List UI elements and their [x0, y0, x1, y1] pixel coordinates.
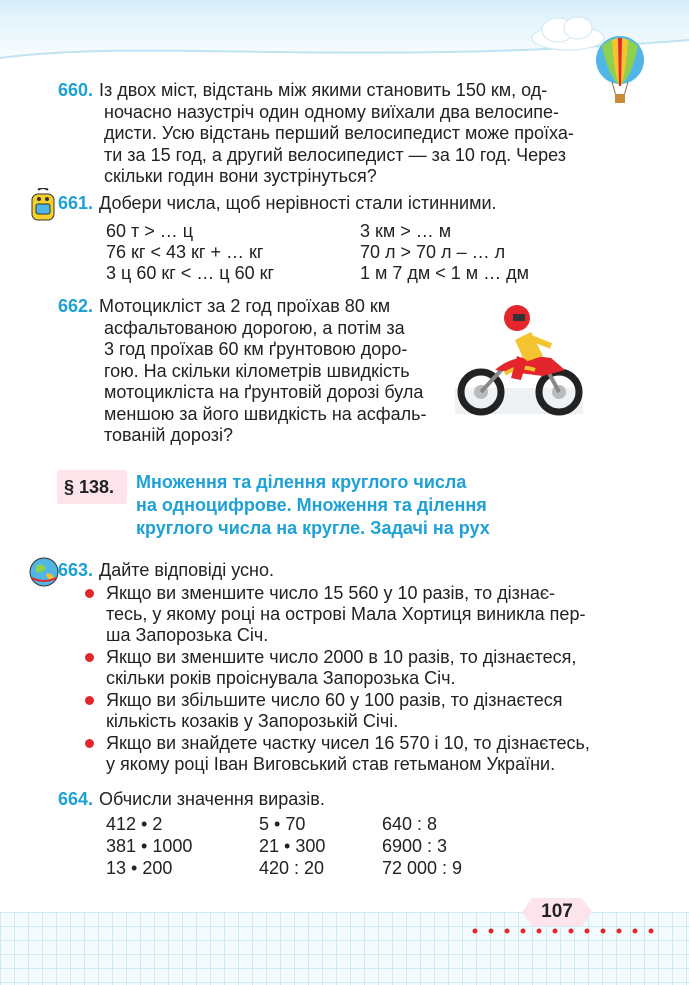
task-text-line: Мотоцикліст за 2 год проїхав 80 км — [99, 296, 391, 316]
bullet-text-line: Якщо ви зменшите число 15 560 у 10 разів, то дізнає- — [106, 583, 556, 603]
task-number: 664. — [58, 789, 94, 809]
task-661 — [58, 193, 497, 215]
inequality: 1 м 7 дм < 1 м … дм — [360, 263, 530, 283]
inequality: 3 ц 60 кг < … ц 60 кг — [106, 263, 275, 283]
expression: 72 000 : 9 — [382, 858, 463, 878]
bullet-text-line: Якщо ви збільшите число 60 у 100 разів, то дізнаєтеся — [106, 690, 563, 710]
section-title-line: на одноцифрове. Множення та ділення — [136, 495, 487, 515]
section-title-line: круглого числа на кругле. Задачі на рух — [136, 518, 490, 538]
section-label: § 138. — [64, 477, 115, 497]
bullet-text-line: Якщо ви знайдете частку чисел 16 570 і 10, то дізнаєтесь, — [106, 733, 590, 753]
task-text-line: ночасно назустріч один одному виїхали два велосипе- — [104, 101, 560, 122]
task-text-line: 3 год проїхав 60 км ґрунтовою доро- — [104, 339, 408, 359]
section-title — [136, 471, 556, 540]
bullet-icon — [85, 589, 94, 598]
task-number: 660. — [58, 80, 94, 100]
task-662 — [58, 296, 440, 447]
motorcyclist-illustration — [455, 300, 585, 418]
bullet-text-line: Якщо ви зменшите число 2000 в 10 разів, то дізнаєтеся, — [106, 647, 577, 667]
task-text-line: тованій дорозі? — [104, 425, 234, 445]
task-text-line: гою. На скільки кілометрів швидкість — [104, 360, 410, 381]
expression: 420 : 20 — [259, 858, 325, 878]
task-660 — [58, 80, 588, 188]
bullet-text-line: тесь, у якому році на острові Мала Хортиця виникла пер- — [106, 604, 586, 624]
inequality: 60 т > … ц — [106, 221, 194, 241]
task-number: 663. — [58, 560, 94, 580]
task-prompt: Добери числа, щоб нерівності стали істинними. — [99, 193, 497, 213]
task-664 — [58, 789, 325, 811]
inequality: 70 л > 70 л – … л — [360, 242, 506, 262]
expression: 640 : 8 — [382, 814, 438, 834]
section-title-line: Множення та ділення круглого числа — [136, 472, 467, 492]
task-664-expressions — [106, 813, 566, 879]
bullet-icon — [85, 696, 94, 705]
bullet-text-line: у якому році Іван Виговський став гетьманом України. — [106, 754, 556, 774]
bullet-text-line: кількість козаків у Запорозькій Січі. — [106, 711, 399, 731]
bullet-text-line: ша Запорозька Січ. — [106, 625, 269, 645]
decorative-dots — [470, 926, 670, 936]
task-text-line: мотоцикліста на ґрунтовій дорозі була — [104, 382, 424, 402]
inequality: 76 кг < 43 кг + … кг — [106, 242, 264, 262]
task-text-line: скільки годин вони зустрінуться? — [104, 166, 377, 186]
task-text-line: ти за 15 год, а другий велосипедист — за 10 год. Через — [104, 144, 567, 165]
globe-icon — [28, 556, 60, 588]
task-text-line: меншою за його швидкість на асфаль- — [104, 403, 427, 424]
bullet-text-line: скільки років проіснувала Запорозька Січ. — [106, 668, 456, 688]
expression: 381 • 1000 — [106, 836, 193, 856]
backpack-icon — [28, 188, 60, 222]
bullet-icon — [85, 739, 94, 748]
task-text-line: дисти. Усю відстань перший велосипедист може проїха- — [104, 123, 574, 143]
expression: 5 • 70 — [259, 814, 306, 834]
expression: 13 • 200 — [106, 858, 173, 878]
list-item — [85, 647, 590, 689]
task-663-bullets — [85, 583, 590, 776]
expression: 21 • 300 — [259, 836, 326, 856]
inequality: 3 км > … м — [360, 221, 452, 241]
expression: 6900 : 3 — [382, 836, 448, 856]
page-number: 107 — [541, 901, 573, 922]
task-text-line: Із двох міст, відстань між якими становить 150 км, од- — [99, 80, 548, 100]
list-item — [85, 690, 590, 732]
task-661-inequalities — [106, 221, 566, 287]
list-item — [85, 583, 590, 646]
task-prompt: Обчисли значення виразів. — [99, 789, 325, 809]
task-text-line: асфальтованою дорогою, а потім за — [104, 317, 405, 338]
bullet-icon — [85, 653, 94, 662]
task-number: 661. — [58, 193, 94, 213]
expression: 412 • 2 — [106, 814, 163, 834]
list-item — [85, 733, 590, 775]
task-prompt: Дайте відповіді усно. — [99, 560, 274, 580]
task-number: 662. — [58, 296, 94, 316]
task-663 — [58, 560, 274, 582]
hot-air-balloon-icon — [592, 36, 648, 108]
